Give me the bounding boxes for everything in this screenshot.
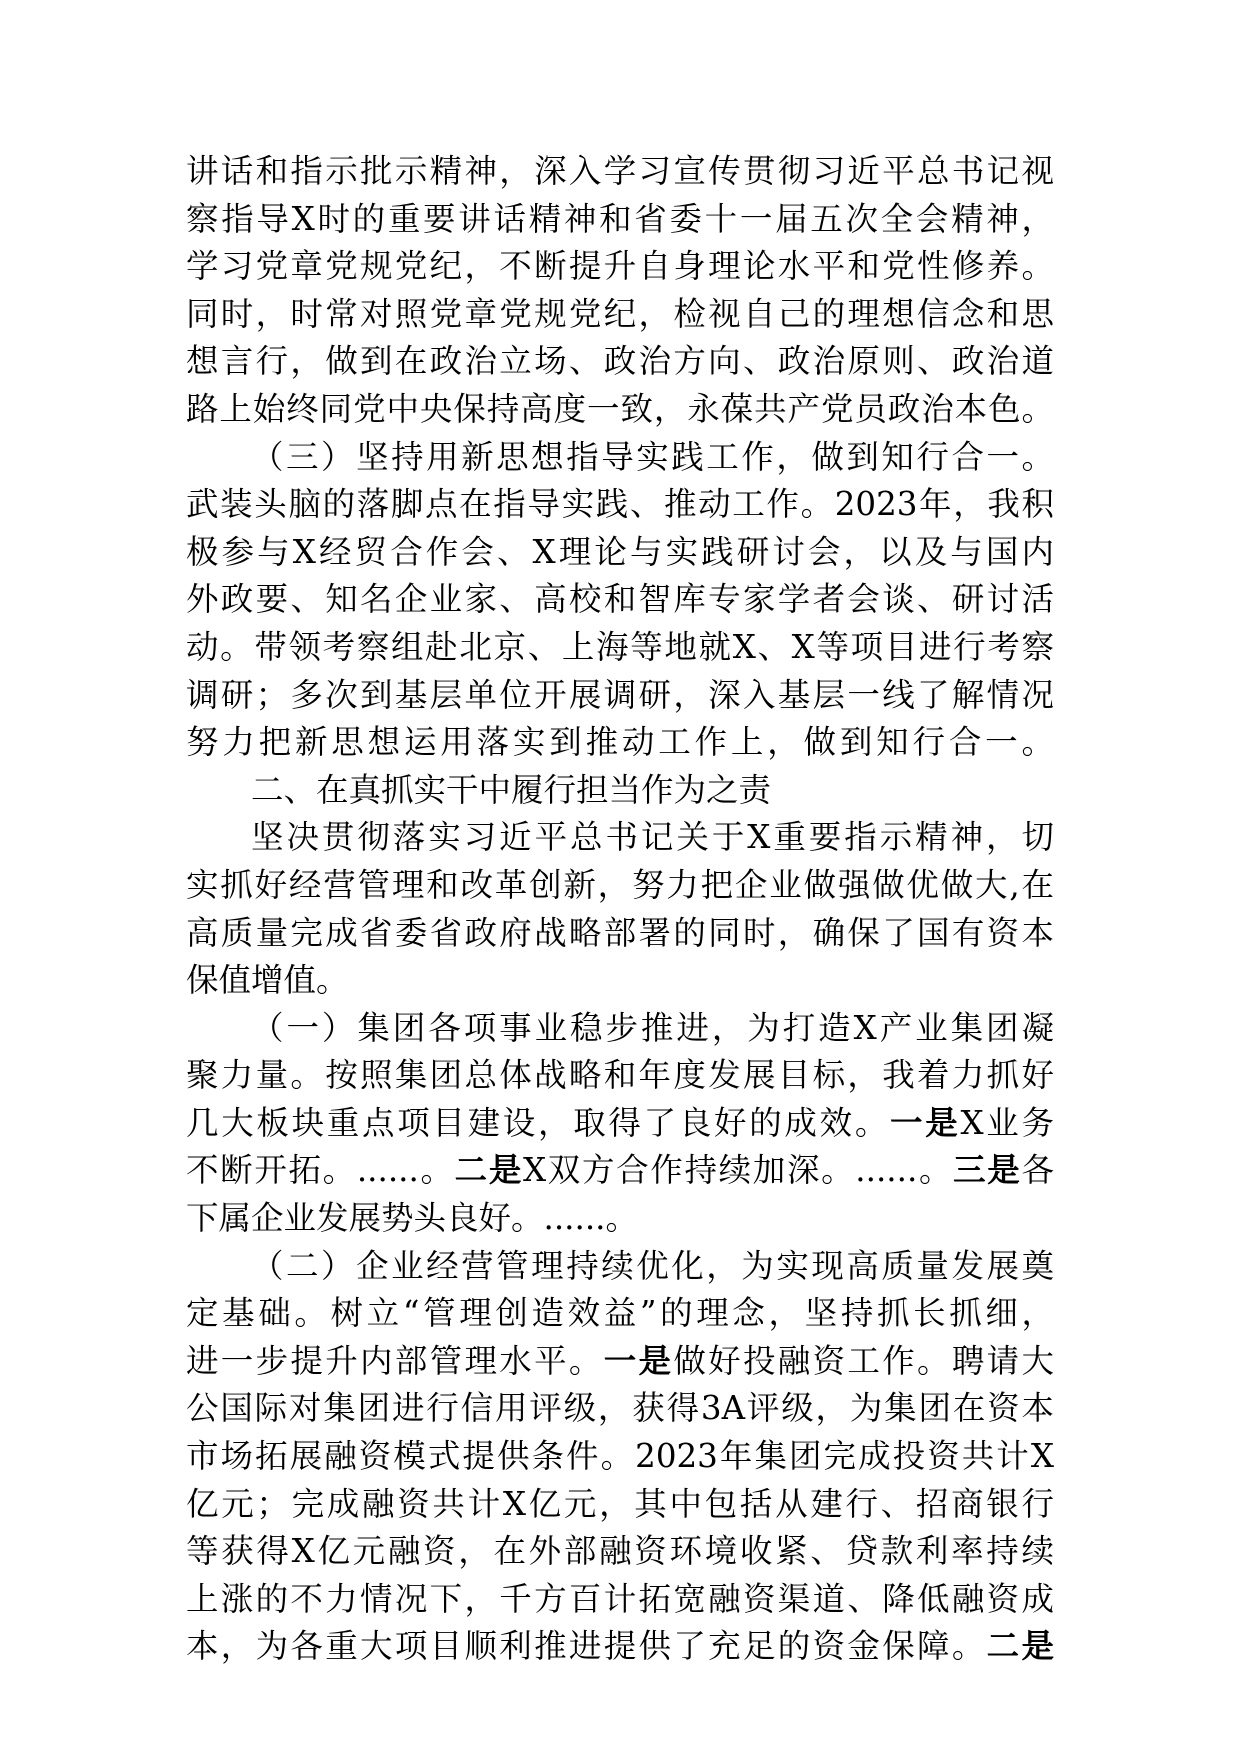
section-heading: （三）坚持用新思想指导实践工作，做到知行合一。 [251,437,1054,476]
text-segment: 几大板块重点项目建设，取得了良好的成效。 [186,1103,891,1142]
text-segment: 不断开拓。......。 [186,1151,455,1190]
chapter-heading: 二、在真抓实干中履行担当作为之责 [251,770,772,809]
bold-marker: 三是 [953,1151,1022,1190]
text-segment: X双方合作持续加深。......。 [523,1151,954,1190]
text-line: 调研；多次到基层单位开展调研，深入基层一线了解情况 [186,675,1054,714]
text-segment: X业务 [960,1103,1054,1142]
section-heading: （一）集团各项事业稳步推进，为打造X产业集团凝 [251,1008,1054,1047]
text-line: 努力把新思想运用落实到推动工作上，做到知行合一。 [186,723,1054,762]
document-page [186,148,1054,1671]
text-line [186,1338,1054,1386]
text-line [186,1623,1054,1671]
text-line: 上涨的不力情况下，千方百计拓宽融资渠道、降低融资成 [186,1579,1054,1618]
text-line: 同时，时常对照党章党规党纪，检视自己的理想信念和思 [186,294,1054,333]
text-segment: 做好投融资工作。聘请大 [673,1341,1054,1380]
text-line: 等获得X亿元融资，在外部融资环境收紧、贷款利率持续 [186,1532,1054,1571]
text-line: 公国际对集团进行信用评级，获得3A评级，为集团在资本 [186,1389,1054,1428]
text-line: 想言行，做到在政治立场、政治方向、政治原则、政治道 [186,342,1054,381]
text-line: 讲话和指示批示精神，深入学习宣传贯彻习近平总书记视 [186,152,1054,190]
text-line: 学习党章党规党纪，不断提升自身理论水平和党性修养。 [186,247,1054,286]
bold-marker: 二是 [986,1627,1054,1666]
text-line: 高质量完成省委省政府战略部署的同时，确保了国有资本 [186,913,1054,952]
text-line: 实抓好经营管理和改革创新，努力把企业做强做优做大,在 [186,865,1054,904]
text-line: 聚力量。按照集团总体战略和年度发展目标，我着力抓好 [186,1056,1054,1095]
text-line: 亿元；完成融资共计X亿元，其中包括从建行、招商银行 [186,1484,1054,1523]
text-segment: 进一步提升内部管理水平。 [186,1341,604,1380]
text-line: 保值增值。 [186,961,349,1000]
text-line: 动。带领考察组赴北京、上海等地就X、X等项目进行考察 [186,627,1054,666]
text-line: 市场拓展融资模式提供条件。2023年集团完成投资共计X [186,1437,1054,1476]
text-line [186,1100,1054,1148]
text-line: 极参与X经贸合作会、X理论与实践研讨会，以及与国内 [186,532,1054,571]
text-line: 路上始终同党中央保持高度一致，永葆共产党员政治本色。 [186,389,1054,428]
text-line: 坚决贯彻落实习近平总书记关于X重要指示精神，切 [251,818,1054,857]
section-heading: （二）企业经营管理持续优化，为实现高质量发展奠 [251,1246,1054,1285]
text-segment: 各 [1021,1151,1054,1190]
text-line [186,1147,1054,1195]
text-line: 察指导X时的重要讲话精神和省委十一届五次全会精神， [186,199,1054,238]
text-segment: 本，为各重大项目顺利推进提供了充足的资金保障。 [186,1627,987,1666]
text-line: 武装头脑的落脚点在指导实践、推动工作。2023年，我积 [186,485,1054,524]
text-line: 定基础。树立“管理创造效益”的理念，坚持抓长抓细， [186,1294,1054,1333]
bold-marker: 一是 [890,1103,961,1142]
bold-marker: 一是 [603,1341,674,1380]
bold-marker: 二是 [454,1151,523,1190]
text-line: 外政要、知名企业家、高校和智库专家学者会谈、研讨活 [186,580,1054,619]
text-line: 下属企业发展势头良好。......。 [186,1199,638,1238]
